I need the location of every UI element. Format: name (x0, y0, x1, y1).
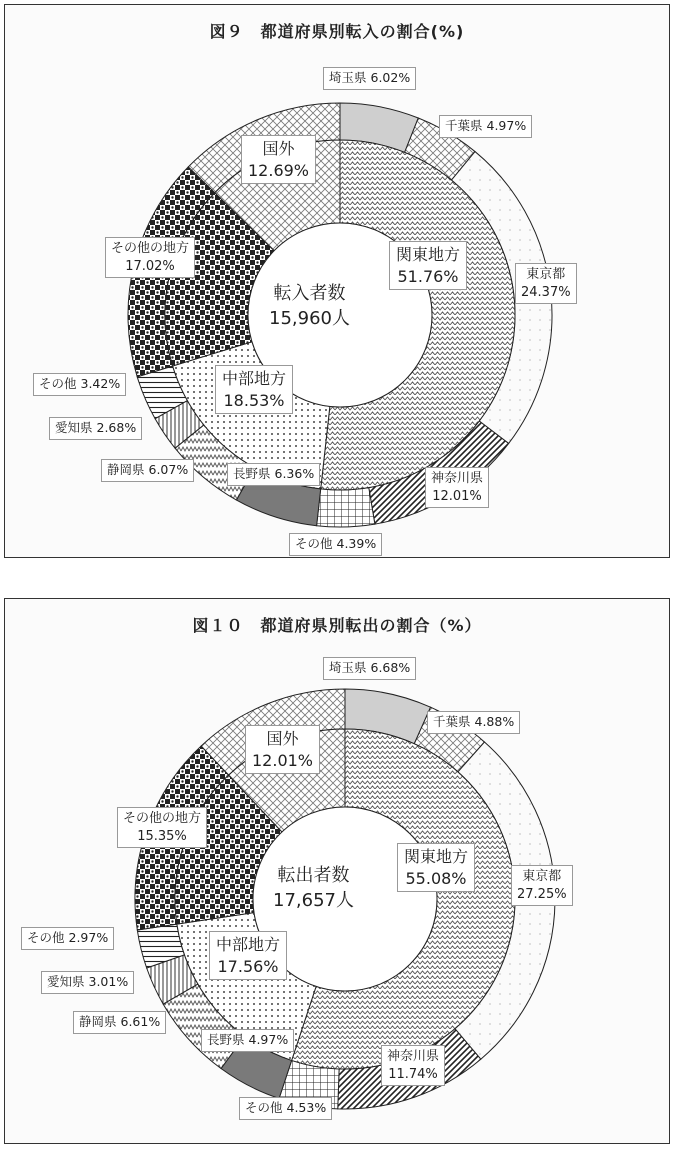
outer-label-tokyo-name: 東京都 (522, 869, 562, 884)
outer-label-other-kanto-name: その他 (295, 536, 333, 551)
inner-label-overseas (245, 725, 320, 774)
outer-label-other-chubu-value: 3.42% (80, 376, 121, 391)
outer-label-kanagawa (381, 1045, 445, 1086)
outer-label-aichi-name: 愛知県 (47, 974, 85, 989)
inner-label-chubu-name: 中部地方 (216, 935, 281, 954)
inner-label-overseas-name: 国外 (262, 139, 295, 158)
center-label (273, 863, 354, 913)
chart-panel-fig9 (4, 4, 670, 558)
inner-label-chubu (209, 931, 287, 980)
outer-label-chiba-name: 千葉県 (445, 118, 483, 133)
center-total: 17,657人 (273, 890, 354, 912)
outer-label-saitama-value: 6.68% (370, 660, 411, 675)
outer-label-kanagawa-value: 11.74% (388, 1066, 438, 1082)
center-caption: 転入者数 (273, 283, 346, 304)
inner-label-kanto-name: 関東地方 (404, 847, 469, 866)
outer-label-saitama (323, 657, 416, 680)
outer-label-other-chubu (21, 927, 114, 950)
outer-label-shizuoka-value: 6.61% (120, 1014, 161, 1029)
outer-label-kanagawa (425, 467, 489, 508)
outer-label-other-kanto (239, 1097, 332, 1120)
inner-label-kanto-value: 51.76% (397, 266, 459, 286)
inner-label-chubu-value: 18.53% (223, 390, 285, 410)
outer-label-tokyo-value: 24.37% (521, 284, 571, 300)
outer-label-aichi (49, 417, 142, 440)
chart-title: 図９ 都道府県別転入の割合(%) (209, 22, 465, 41)
inner-label-other-regions (105, 237, 195, 278)
outer-label-other-chubu-name: その他 (27, 930, 65, 945)
inner-label-chubu-value: 17.56% (217, 956, 279, 976)
outer-label-saitama-value: 6.02% (370, 70, 411, 85)
outer-label-chiba-value: 4.97% (486, 118, 527, 133)
inner-label-overseas-name: 国外 (266, 729, 299, 748)
inner-label-kanto-value: 55.08% (405, 868, 467, 888)
outer-label-shizuoka-name: 静岡県 (107, 462, 145, 477)
outer-label-chiba-name: 千葉県 (433, 714, 471, 729)
outer-label-tokyo-name: 東京都 (526, 267, 566, 282)
outer-label-other-chubu-name: その他 (39, 376, 77, 391)
outer-label-kanagawa-value: 12.01% (432, 488, 482, 504)
outer-label-nagano-name: 長野県 (233, 466, 271, 481)
outer-label-nagano-value: 6.36% (274, 466, 315, 481)
outer-label-aichi-value: 2.68% (96, 420, 137, 435)
outer-label-other-kanto-value: 4.39% (336, 536, 377, 551)
outer-label-saitama (323, 67, 416, 90)
outer-label-other-chubu (33, 373, 126, 396)
outer-label-shizuoka (73, 1011, 166, 1034)
outer-label-chiba-value: 4.88% (474, 714, 515, 729)
center-total: 15,960人 (269, 308, 350, 330)
outer-label-other-kanto-value: 4.53% (286, 1100, 327, 1115)
outer-label-aichi-name: 愛知県 (55, 420, 93, 435)
outer-label-chiba (427, 711, 520, 734)
outer-label-tokyo (511, 865, 573, 906)
outer-label-nagano-name: 長野県 (207, 1032, 245, 1047)
inner-label-chubu (215, 365, 293, 414)
inner-label-overseas (241, 135, 316, 184)
outer-label-tokyo-value: 27.25% (517, 886, 567, 902)
outer-label-tokyo (515, 263, 577, 304)
chart-panel-fig10 (4, 598, 670, 1144)
outer-label-saitama-name: 埼玉県 (329, 70, 367, 85)
outer-label-shizuoka (101, 459, 194, 482)
inner-label-kanto-name: 関東地方 (396, 245, 461, 264)
outer-label-other-chubu-value: 2.97% (68, 930, 109, 945)
outer-label-nagano (201, 1029, 294, 1052)
outer-label-chiba (439, 115, 532, 138)
inner-label-other-regions-value: 17.02% (125, 258, 175, 274)
outer-label-aichi (41, 971, 134, 994)
outer-label-other-kanto-name: その他 (245, 1100, 283, 1115)
inner-label-overseas-value: 12.01% (252, 750, 314, 770)
center-label (269, 281, 350, 331)
outer-label-saitama-name: 埼玉県 (329, 660, 367, 675)
inner-label-other-regions-name: その他の地方 (123, 811, 202, 826)
inner-label-other-regions-name: その他の地方 (111, 241, 190, 256)
outer-label-shizuoka-value: 6.07% (148, 462, 189, 477)
outer-label-kanagawa-name: 神奈川県 (431, 471, 484, 486)
inner-label-other-regions-value: 15.35% (137, 828, 187, 844)
outer-label-other-kanto (289, 533, 382, 556)
center-caption: 転出者数 (277, 865, 350, 886)
outer-slice-4 (317, 488, 375, 527)
inner-label-other-regions (117, 807, 207, 848)
outer-label-kanagawa-name: 神奈川県 (387, 1049, 440, 1064)
chart-title: 図１０ 都道府県別転出の割合（%） (192, 616, 482, 635)
inner-label-chubu-name: 中部地方 (222, 369, 287, 388)
inner-label-overseas-value: 12.69% (248, 160, 310, 180)
inner-label-kanto (389, 241, 467, 290)
outer-label-nagano (227, 463, 320, 486)
outer-label-shizuoka-name: 静岡県 (79, 1014, 117, 1029)
inner-label-kanto (397, 843, 475, 892)
outer-label-aichi-value: 3.01% (88, 974, 129, 989)
outer-label-nagano-value: 4.97% (248, 1032, 289, 1047)
